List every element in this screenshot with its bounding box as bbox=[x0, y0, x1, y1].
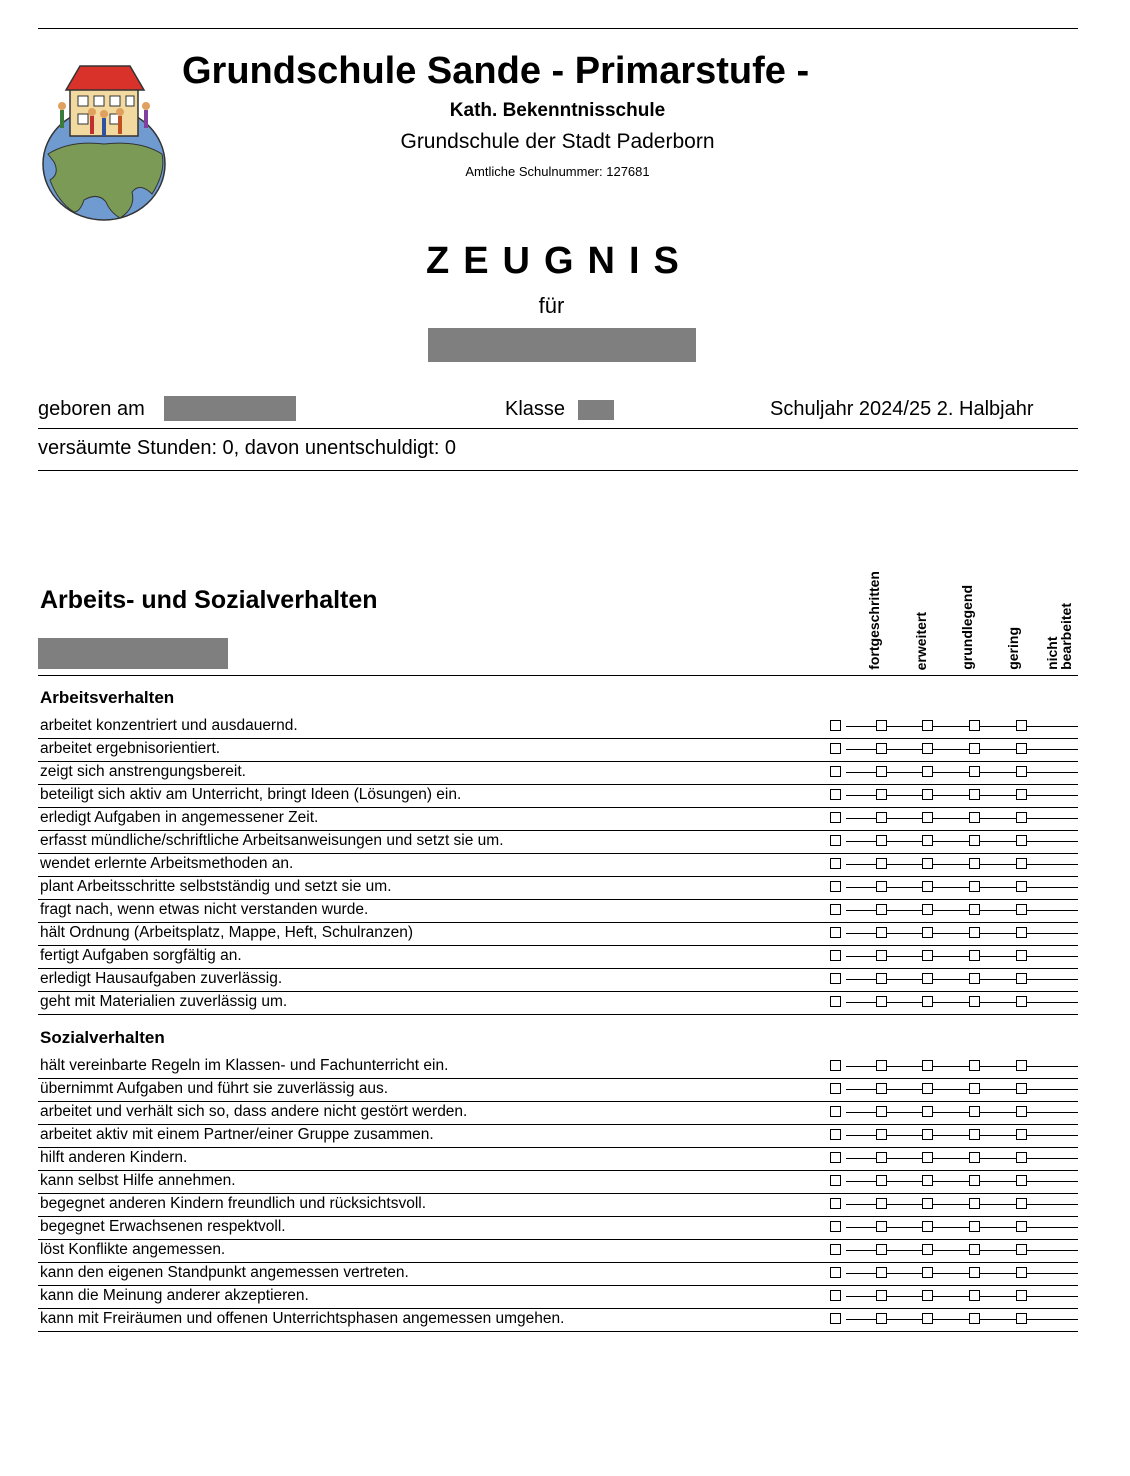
checkbox-nicht-bearbeitet[interactable] bbox=[1016, 835, 1027, 846]
table-row bbox=[38, 1309, 1078, 1332]
school-logo bbox=[40, 62, 172, 222]
checkbox-fortgeschritten[interactable] bbox=[830, 720, 841, 731]
checkbox-erweitert[interactable] bbox=[876, 1290, 887, 1301]
checkbox-erweitert[interactable] bbox=[876, 927, 887, 938]
redacted-birthdate bbox=[164, 396, 296, 421]
criterion-text: kann den eigenen Standpunkt angemessen vertreten. bbox=[40, 1264, 409, 1281]
school-number: Amtliche Schulnummer: 127681 bbox=[465, 164, 650, 179]
checkbox-gering[interactable] bbox=[969, 1060, 980, 1071]
group-label: Sozialverhalten bbox=[40, 1028, 165, 1047]
checkbox-nicht-bearbeitet[interactable] bbox=[1016, 927, 1027, 938]
checkbox-erweitert[interactable] bbox=[876, 812, 887, 823]
redacted-class bbox=[578, 400, 614, 420]
checkbox-fortgeschritten[interactable] bbox=[830, 950, 841, 961]
checkbox-nicht-bearbeitet[interactable] bbox=[1016, 1106, 1027, 1117]
checkbox-erweitert[interactable] bbox=[876, 1129, 887, 1140]
checkbox-grundlegend[interactable] bbox=[922, 743, 933, 754]
table-row bbox=[38, 1056, 1078, 1079]
checkbox-gering[interactable] bbox=[969, 1083, 980, 1094]
absence-info: versäumte Stunden: 0, davon unentschuldigt: 0 bbox=[38, 437, 457, 459]
criterion-text: arbeitet konzentriert und ausdauernd. bbox=[40, 717, 298, 734]
row-rule bbox=[38, 1014, 1078, 1015]
checkbox-nicht-bearbeitet[interactable] bbox=[1016, 743, 1027, 754]
checkbox-nicht-bearbeitet[interactable] bbox=[1016, 1083, 1027, 1094]
checkbox-erweitert[interactable] bbox=[876, 1175, 887, 1186]
checkbox-nicht-bearbeitet[interactable] bbox=[1016, 720, 1027, 731]
school-subtitle-city: Grundschule der Stadt Paderborn bbox=[400, 130, 715, 153]
checkbox-fortgeschritten[interactable] bbox=[830, 904, 841, 915]
checkbox-grundlegend[interactable] bbox=[922, 858, 933, 869]
checkbox-gering[interactable] bbox=[969, 1198, 980, 1209]
checkbox-grundlegend[interactable] bbox=[922, 996, 933, 1007]
redacted-student-name bbox=[428, 328, 696, 362]
checkbox-erweitert[interactable] bbox=[876, 1152, 887, 1163]
table-row bbox=[38, 1125, 1078, 1148]
section-title: Arbeits- und Sozialverhalten bbox=[40, 586, 378, 614]
checkbox-grundlegend[interactable] bbox=[922, 1060, 933, 1071]
table-row bbox=[38, 1079, 1078, 1102]
criterion-text: hält Ordnung (Arbeitsplatz, Mappe, Heft, Schulranzen) bbox=[40, 924, 414, 941]
checkbox-nicht-bearbeitet[interactable] bbox=[1016, 1129, 1027, 1140]
checkbox-fortgeschritten[interactable] bbox=[830, 1221, 841, 1232]
criterion-text: kann selbst Hilfe annehmen. bbox=[40, 1172, 236, 1189]
column-header-nicht-bearbeitet: nicht bearbeitet bbox=[1044, 603, 1074, 670]
criterion-text: hält vereinbarte Regeln im Klassen- und Fachunterricht ein. bbox=[40, 1057, 449, 1074]
table-row bbox=[38, 1263, 1078, 1286]
checkbox-nicht-bearbeitet[interactable] bbox=[1016, 904, 1027, 915]
checkbox-grundlegend[interactable] bbox=[922, 1198, 933, 1209]
checkbox-grundlegend[interactable] bbox=[922, 1152, 933, 1163]
checkbox-nicht-bearbeitet[interactable] bbox=[1016, 1152, 1027, 1163]
checkbox-gering[interactable] bbox=[969, 766, 980, 777]
table-row bbox=[38, 739, 1078, 762]
checkbox-grundlegend[interactable] bbox=[922, 789, 933, 800]
checkbox-gering[interactable] bbox=[969, 881, 980, 892]
checkbox-nicht-bearbeitet[interactable] bbox=[1016, 858, 1027, 869]
checkbox-grundlegend[interactable] bbox=[922, 720, 933, 731]
criterion-text: übernimmt Aufgaben und führt sie zuverlässig aus. bbox=[40, 1080, 389, 1097]
checkbox-erweitert[interactable] bbox=[876, 950, 887, 961]
criterion-text: zeigt sich anstrengungsbereit. bbox=[40, 763, 246, 780]
checkbox-nicht-bearbeitet[interactable] bbox=[1016, 812, 1027, 823]
table-row bbox=[38, 900, 1078, 923]
checkbox-fortgeschritten[interactable] bbox=[830, 789, 841, 800]
checkbox-gering[interactable] bbox=[969, 1221, 980, 1232]
logo-roof bbox=[66, 66, 144, 90]
checkbox-nicht-bearbeitet[interactable] bbox=[1016, 1244, 1027, 1255]
checkbox-fortgeschritten[interactable] bbox=[830, 766, 841, 777]
row-rule bbox=[38, 1331, 1078, 1332]
column-header-fortgeschritten: fortgeschritten bbox=[866, 571, 882, 670]
criterion-text: geht mit Materialien zuverlässig um. bbox=[40, 993, 288, 1010]
checkbox-fortgeschritten[interactable] bbox=[830, 881, 841, 892]
document-title: ZEUGNIS bbox=[426, 240, 693, 282]
school-year: Schuljahr 2024/25 2. Halbjahr bbox=[770, 398, 1034, 420]
checkbox-gering[interactable] bbox=[969, 904, 980, 915]
criterion-text: erledigt Hausaufgaben zuverlässig. bbox=[40, 970, 283, 987]
table-row bbox=[38, 1171, 1078, 1194]
group-label: Arbeitsverhalten bbox=[40, 688, 175, 707]
checkbox-erweitert[interactable] bbox=[876, 720, 887, 731]
checkbox-grundlegend[interactable] bbox=[922, 1244, 933, 1255]
school-name: Grundschule Sande - Primarstufe - bbox=[182, 50, 810, 92]
checkbox-erweitert[interactable] bbox=[876, 996, 887, 1007]
checkbox-grundlegend[interactable] bbox=[922, 973, 933, 984]
table-row bbox=[38, 1217, 1078, 1240]
checkbox-erweitert[interactable] bbox=[876, 904, 887, 915]
checkbox-fortgeschritten[interactable] bbox=[830, 927, 841, 938]
criterion-text: begegnet anderen Kindern freundlich und rücksichtsvoll. bbox=[40, 1195, 427, 1212]
checkbox-gering[interactable] bbox=[969, 1267, 980, 1278]
checkbox-fortgeschritten[interactable] bbox=[830, 1152, 841, 1163]
checkbox-gering[interactable] bbox=[969, 927, 980, 938]
checkbox-fortgeschritten[interactable] bbox=[830, 1267, 841, 1278]
checkbox-grundlegend[interactable] bbox=[922, 835, 933, 846]
checkbox-gering[interactable] bbox=[969, 1244, 980, 1255]
checkbox-fortgeschritten[interactable] bbox=[830, 1106, 841, 1117]
checkbox-nicht-bearbeitet[interactable] bbox=[1016, 1175, 1027, 1186]
checkbox-nicht-bearbeitet[interactable] bbox=[1016, 1290, 1027, 1301]
criterion-text: hilft anderen Kindern. bbox=[40, 1149, 188, 1166]
table-row bbox=[38, 854, 1078, 877]
checkbox-erweitert[interactable] bbox=[876, 835, 887, 846]
info-rule-2 bbox=[38, 470, 1078, 471]
table-row bbox=[38, 716, 1078, 739]
checkbox-fortgeschritten[interactable] bbox=[830, 1198, 841, 1209]
checkbox-grundlegend[interactable] bbox=[922, 812, 933, 823]
checkbox-nicht-bearbeitet[interactable] bbox=[1016, 1221, 1027, 1232]
born-label: geboren am bbox=[38, 398, 145, 420]
checkbox-erweitert[interactable] bbox=[876, 1106, 887, 1117]
table-row bbox=[38, 946, 1078, 969]
checkbox-fortgeschritten[interactable] bbox=[830, 743, 841, 754]
criterion-text: plant Arbeitsschritte selbstständig und setzt sie um. bbox=[40, 878, 392, 895]
column-header-erweitert: erweitert bbox=[913, 611, 929, 670]
checkbox-fortgeschritten[interactable] bbox=[830, 835, 841, 846]
checkbox-grundlegend[interactable] bbox=[922, 1129, 933, 1140]
for-label: für bbox=[538, 293, 565, 318]
checkbox-erweitert[interactable] bbox=[876, 1221, 887, 1232]
checkbox-grundlegend[interactable] bbox=[922, 904, 933, 915]
table-row bbox=[38, 1240, 1078, 1263]
criterion-text: erledigt Aufgaben in angemessener Zeit. bbox=[40, 809, 319, 826]
checkbox-grundlegend[interactable] bbox=[922, 927, 933, 938]
column-header-grundlegend: grundlegend bbox=[959, 585, 975, 670]
class-label: Klasse bbox=[505, 398, 566, 420]
checkbox-fortgeschritten[interactable] bbox=[830, 996, 841, 1007]
checkbox-nicht-bearbeitet[interactable] bbox=[1016, 766, 1027, 777]
checkbox-grundlegend[interactable] bbox=[922, 1083, 933, 1094]
checkbox-erweitert[interactable] bbox=[876, 1244, 887, 1255]
checkbox-fortgeschritten[interactable] bbox=[830, 1060, 841, 1071]
checkbox-fortgeschritten[interactable] bbox=[830, 858, 841, 869]
checkbox-fortgeschritten[interactable] bbox=[830, 1313, 841, 1324]
checkbox-gering[interactable] bbox=[969, 789, 980, 800]
table-row bbox=[38, 923, 1078, 946]
checkbox-grundlegend[interactable] bbox=[922, 1106, 933, 1117]
checkbox-gering[interactable] bbox=[969, 835, 980, 846]
checkbox-gering[interactable] bbox=[969, 996, 980, 1007]
checkbox-grundlegend[interactable] bbox=[922, 881, 933, 892]
checkbox-nicht-bearbeitet[interactable] bbox=[1016, 789, 1027, 800]
table-row bbox=[38, 785, 1078, 808]
table-row bbox=[38, 762, 1078, 785]
checkbox-fortgeschritten[interactable] bbox=[830, 1244, 841, 1255]
checkbox-nicht-bearbeitet[interactable] bbox=[1016, 1267, 1027, 1278]
criterion-text: arbeitet ergebnisorientiert. bbox=[40, 740, 221, 757]
checkbox-erweitert[interactable] bbox=[876, 1267, 887, 1278]
checkbox-erweitert[interactable] bbox=[876, 858, 887, 869]
table-row bbox=[38, 969, 1078, 992]
checkbox-erweitert[interactable] bbox=[876, 1083, 887, 1094]
checkbox-gering[interactable] bbox=[969, 858, 980, 869]
criterion-text: begegnet Erwachsenen respektvoll. bbox=[40, 1218, 286, 1235]
checkbox-grundlegend[interactable] bbox=[922, 1221, 933, 1232]
checkbox-gering[interactable] bbox=[969, 720, 980, 731]
checkbox-nicht-bearbeitet[interactable] bbox=[1016, 950, 1027, 961]
checkbox-erweitert[interactable] bbox=[876, 1313, 887, 1324]
checkbox-nicht-bearbeitet[interactable] bbox=[1016, 973, 1027, 984]
criterion-text: arbeitet und verhält sich so, dass andere nicht gestört werden. bbox=[40, 1103, 468, 1120]
checkbox-grundlegend[interactable] bbox=[922, 1290, 933, 1301]
checkbox-fortgeschritten[interactable] bbox=[830, 1175, 841, 1186]
checkbox-gering[interactable] bbox=[969, 1152, 980, 1163]
checkbox-nicht-bearbeitet[interactable] bbox=[1016, 1313, 1027, 1324]
info-rule-1 bbox=[38, 428, 1078, 429]
checkbox-grundlegend[interactable] bbox=[922, 1267, 933, 1278]
checkbox-erweitert[interactable] bbox=[876, 973, 887, 984]
checkbox-erweitert[interactable] bbox=[876, 743, 887, 754]
checkbox-gering[interactable] bbox=[969, 743, 980, 754]
criterion-text: fertigt Aufgaben sorgfältig an. bbox=[40, 947, 242, 964]
column-header-gering: gering bbox=[1005, 627, 1021, 670]
criterion-text: erfasst mündliche/schriftliche Arbeitsanweisungen und setzt sie um. bbox=[40, 832, 504, 849]
checkbox-gering[interactable] bbox=[969, 1313, 980, 1324]
checkbox-erweitert[interactable] bbox=[876, 1198, 887, 1209]
checkbox-erweitert[interactable] bbox=[876, 789, 887, 800]
checkbox-gering[interactable] bbox=[969, 1175, 980, 1186]
criterion-text: beteiligt sich aktiv am Unterricht, bringt Ideen (Lösungen) ein. bbox=[40, 786, 462, 803]
table-row bbox=[38, 1286, 1078, 1309]
table-row bbox=[38, 992, 1078, 1015]
checkbox-erweitert[interactable] bbox=[876, 766, 887, 777]
checkbox-gering[interactable] bbox=[969, 950, 980, 961]
criterion-text: löst Konflikte angemessen. bbox=[40, 1241, 226, 1258]
table-row bbox=[38, 1148, 1078, 1171]
criterion-text: arbeitet aktiv mit einem Partner/einer Gruppe zusammen. bbox=[40, 1126, 434, 1143]
table-row bbox=[38, 831, 1078, 854]
checkbox-grundlegend[interactable] bbox=[922, 950, 933, 961]
checkbox-fortgeschritten[interactable] bbox=[830, 1290, 841, 1301]
checkbox-gering[interactable] bbox=[969, 812, 980, 823]
school-subtitle-confession: Kath. Bekenntnisschule bbox=[449, 100, 666, 121]
table-row bbox=[38, 1194, 1078, 1217]
checkbox-erweitert[interactable] bbox=[876, 881, 887, 892]
checkbox-nicht-bearbeitet[interactable] bbox=[1016, 1198, 1027, 1209]
checkbox-nicht-bearbeitet[interactable] bbox=[1016, 881, 1027, 892]
checkbox-fortgeschritten[interactable] bbox=[830, 973, 841, 984]
checkbox-grundlegend[interactable] bbox=[922, 766, 933, 777]
table-row bbox=[38, 877, 1078, 900]
checkbox-gering[interactable] bbox=[969, 1106, 980, 1117]
checkbox-gering[interactable] bbox=[969, 1290, 980, 1301]
section-header-rule bbox=[38, 675, 1078, 676]
table-row bbox=[38, 1102, 1078, 1125]
checkbox-gering[interactable] bbox=[969, 973, 980, 984]
checkbox-fortgeschritten[interactable] bbox=[830, 1129, 841, 1140]
checkbox-nicht-bearbeitet[interactable] bbox=[1016, 996, 1027, 1007]
top-rule bbox=[38, 28, 1078, 29]
checkbox-gering[interactable] bbox=[969, 1129, 980, 1140]
criterion-text: kann mit Freiräumen und offenen Unterrichtsphasen angemessen umgehen. bbox=[40, 1310, 565, 1327]
checkbox-grundlegend[interactable] bbox=[922, 1313, 933, 1324]
criterion-text: fragt nach, wenn etwas nicht verstanden wurde. bbox=[40, 901, 369, 918]
checkbox-grundlegend[interactable] bbox=[922, 1175, 933, 1186]
checkbox-erweitert[interactable] bbox=[876, 1060, 887, 1071]
checkbox-fortgeschritten[interactable] bbox=[830, 812, 841, 823]
checkbox-fortgeschritten[interactable] bbox=[830, 1083, 841, 1094]
table-row bbox=[38, 808, 1078, 831]
checkbox-nicht-bearbeitet[interactable] bbox=[1016, 1060, 1027, 1071]
criterion-text: kann die Meinung anderer akzeptieren. bbox=[40, 1287, 309, 1304]
redacted-section-name bbox=[38, 638, 228, 669]
criterion-text: wendet erlernte Arbeitsmethoden an. bbox=[40, 855, 294, 872]
